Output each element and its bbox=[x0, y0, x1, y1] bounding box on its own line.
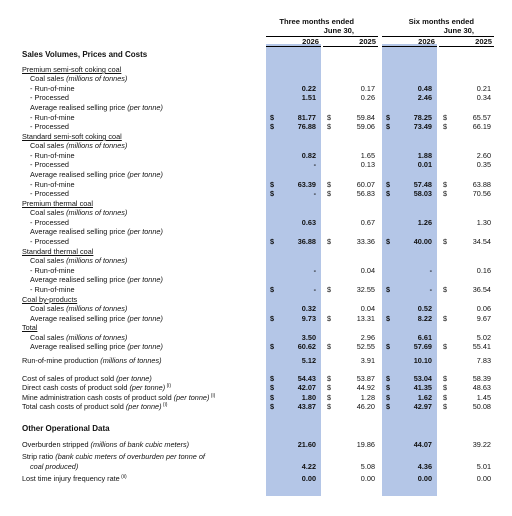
table-row-stc-asp-rom bbox=[0, 285, 512, 294]
row-label: Average realised selling price (per tonne) bbox=[30, 314, 163, 323]
cell-value: 0.16 bbox=[476, 266, 491, 275]
currency-symbol: $ bbox=[327, 285, 332, 294]
currency-symbol: $ bbox=[327, 342, 332, 351]
cell-value: 3.91 bbox=[360, 356, 375, 365]
cell-value: 0.48 bbox=[417, 84, 432, 93]
cell-value: 78.25 bbox=[413, 113, 432, 122]
row-label: Standard thermal coal bbox=[22, 247, 94, 256]
currency-symbol: $ bbox=[443, 314, 448, 323]
cell-value: 60.07 bbox=[356, 180, 375, 189]
row-label: Average realised selling price (per tonne) bbox=[30, 275, 163, 284]
cell-value: 19.86 bbox=[356, 440, 375, 449]
year-rule-3 bbox=[382, 46, 437, 47]
row-label: Premium semi-soft coking coal bbox=[22, 65, 122, 74]
currency-symbol: $ bbox=[270, 180, 275, 189]
cell-value: 58.03 bbox=[413, 189, 432, 198]
row-label: Coal sales (millions of tonnes) bbox=[30, 141, 128, 150]
cell-value: 1.80 bbox=[301, 393, 316, 402]
row-label: - Processed bbox=[30, 122, 69, 131]
cell-value: 34.54 bbox=[472, 237, 491, 246]
cell-value: 39.22 bbox=[472, 440, 491, 449]
table-row-stc bbox=[0, 247, 512, 256]
row-label: - Processed bbox=[30, 218, 69, 227]
row-label: - Run-of-mine bbox=[30, 151, 75, 160]
cell-value: 66.19 bbox=[472, 122, 491, 131]
cell-value: - bbox=[429, 266, 432, 275]
row-label: - Run-of-mine bbox=[30, 180, 75, 189]
table-row-ptc-asp-proc bbox=[0, 237, 512, 246]
cell-value: 0.21 bbox=[476, 84, 491, 93]
row-label: Mine administration cash costs of product sold (per tonne) $^{(i)}$ bbox=[22, 393, 216, 402]
row-label: - Run-of-mine bbox=[30, 266, 75, 275]
header-three-months: Three months ended June 30, bbox=[279, 17, 354, 35]
cell-value: 13.31 bbox=[356, 314, 375, 323]
table-row-cbp-cs bbox=[0, 304, 512, 313]
cell-value: 2.96 bbox=[360, 333, 375, 342]
cell-value: 42.07 bbox=[297, 383, 316, 392]
table-row-pssc-cs bbox=[0, 74, 512, 83]
currency-symbol: $ bbox=[443, 285, 448, 294]
row-label: Run-of-mine production (millions of tonnes) bbox=[22, 356, 162, 365]
row-label: - Processed bbox=[30, 237, 69, 246]
currency-symbol: $ bbox=[443, 402, 448, 411]
cell-value: 5.12 bbox=[301, 356, 316, 365]
cell-value: 42.97 bbox=[413, 402, 432, 411]
cell-value: 44.92 bbox=[356, 383, 375, 392]
currency-symbol: $ bbox=[386, 314, 391, 323]
cell-value: 1.45 bbox=[476, 393, 491, 402]
cell-value: 9.73 bbox=[301, 314, 316, 323]
currency-symbol: $ bbox=[386, 374, 391, 383]
row-label: - Processed bbox=[30, 189, 69, 198]
currency-symbol: $ bbox=[327, 237, 332, 246]
cell-value: 1.30 bbox=[476, 218, 491, 227]
cell-value: 0.32 bbox=[301, 304, 316, 313]
cell-value: 40.00 bbox=[413, 237, 432, 246]
cell-value: 5.01 bbox=[476, 462, 491, 471]
currency-symbol: $ bbox=[327, 180, 332, 189]
cell-value: 1.65 bbox=[360, 151, 375, 160]
currency-symbol: $ bbox=[386, 122, 391, 131]
cell-value: - bbox=[313, 266, 316, 275]
table-row-ptc-asp bbox=[0, 227, 512, 236]
cell-value: 0.00 bbox=[476, 474, 491, 483]
currency-symbol: $ bbox=[386, 393, 391, 402]
currency-symbol: $ bbox=[443, 342, 448, 351]
cell-value: 0.01 bbox=[417, 160, 432, 169]
currency-symbol: $ bbox=[327, 393, 332, 402]
currency-symbol: $ bbox=[270, 122, 275, 131]
currency-symbol: $ bbox=[386, 383, 391, 392]
cell-value: 33.36 bbox=[356, 237, 375, 246]
table-row-tot bbox=[0, 323, 512, 332]
table-row-sssc bbox=[0, 132, 512, 141]
cell-value: 8.22 bbox=[417, 314, 432, 323]
table-row-pssc-rom bbox=[0, 84, 512, 93]
cell-value: 76.88 bbox=[297, 122, 316, 131]
year-q-2026: 2026 bbox=[302, 37, 319, 46]
table-row-cos bbox=[0, 374, 512, 383]
currency-symbol: $ bbox=[327, 122, 332, 131]
row-label: Average realised selling price (per tonne) bbox=[30, 227, 163, 236]
cell-value: 36.88 bbox=[297, 237, 316, 246]
table-row-strip1 bbox=[0, 452, 512, 461]
cell-value: 0.82 bbox=[301, 151, 316, 160]
year-rule-4 bbox=[439, 46, 494, 47]
table-row-sssc-cs bbox=[0, 141, 512, 150]
table-row-dcc bbox=[0, 383, 512, 392]
table-row-sssc-proc bbox=[0, 160, 512, 169]
cell-value: 53.87 bbox=[356, 374, 375, 383]
table-row-pssc-proc bbox=[0, 93, 512, 102]
table-row-tcc bbox=[0, 402, 512, 411]
currency-symbol: $ bbox=[386, 237, 391, 246]
currency-symbol: $ bbox=[443, 374, 448, 383]
row-label: - Processed bbox=[30, 160, 69, 169]
cell-value: 1.51 bbox=[301, 93, 316, 102]
cell-value: 81.77 bbox=[297, 113, 316, 122]
cell-value: 0.00 bbox=[301, 474, 316, 483]
cell-value: 5.08 bbox=[360, 462, 375, 471]
row-label: - Run-of-mine bbox=[30, 84, 75, 93]
cell-value: 4.36 bbox=[417, 462, 432, 471]
table-row-cbp-asp bbox=[0, 314, 512, 323]
cell-value: 0.67 bbox=[360, 218, 375, 227]
currency-symbol: $ bbox=[327, 189, 332, 198]
cell-value: 52.55 bbox=[356, 342, 375, 351]
row-label: - Run-of-mine bbox=[30, 285, 75, 294]
row-label: Average realised selling price (per tonne) bbox=[30, 170, 163, 179]
currency-symbol: $ bbox=[443, 393, 448, 402]
cell-value: 1.28 bbox=[360, 393, 375, 402]
row-label: Premium thermal coal bbox=[22, 199, 93, 208]
table-row-pssc-asp-proc bbox=[0, 122, 512, 131]
cell-value: 3.50 bbox=[301, 333, 316, 342]
currency-symbol: $ bbox=[327, 374, 332, 383]
cell-value: 0.17 bbox=[360, 84, 375, 93]
cell-value: 1.88 bbox=[417, 151, 432, 160]
cell-value: 56.83 bbox=[356, 189, 375, 198]
table-row-ptc bbox=[0, 199, 512, 208]
row-label: Coal by-products bbox=[22, 295, 78, 304]
year-ytd-2025: 2025 bbox=[475, 37, 492, 46]
currency-symbol: $ bbox=[270, 314, 275, 323]
cell-value: 4.22 bbox=[301, 462, 316, 471]
cell-value: 0.04 bbox=[360, 266, 375, 275]
table-row-cbp bbox=[0, 295, 512, 304]
table-row-romp bbox=[0, 356, 512, 365]
table-row-pssc-asp bbox=[0, 103, 512, 112]
row-label: - Processed bbox=[30, 93, 69, 102]
row-label: Coal sales (millions of tonnes) bbox=[30, 333, 128, 342]
currency-symbol: $ bbox=[386, 285, 391, 294]
table-row-sssc-asp-rom bbox=[0, 180, 512, 189]
row-label: Lost time injury frequency rate $^{(ii)}$ bbox=[22, 474, 127, 483]
cell-value: - bbox=[313, 285, 316, 294]
cell-value: 59.06 bbox=[356, 122, 375, 131]
table-row-ptc-cs bbox=[0, 208, 512, 217]
table-row-stc-rom bbox=[0, 266, 512, 275]
cell-value: 5.02 bbox=[476, 333, 491, 342]
table-row-ltifr bbox=[0, 474, 512, 483]
currency-symbol: $ bbox=[443, 122, 448, 131]
cell-value: 57.48 bbox=[413, 180, 432, 189]
cell-value: 50.08 bbox=[472, 402, 491, 411]
cell-value: 46.20 bbox=[356, 402, 375, 411]
currency-symbol: $ bbox=[443, 180, 448, 189]
cell-value: 0.35 bbox=[476, 160, 491, 169]
currency-symbol: $ bbox=[327, 402, 332, 411]
table-row-pssc bbox=[0, 65, 512, 74]
cell-value: 55.41 bbox=[472, 342, 491, 351]
cell-value: 0.00 bbox=[360, 474, 375, 483]
cell-value: 57.69 bbox=[413, 342, 432, 351]
table-row-tot-cs bbox=[0, 333, 512, 342]
cell-value: 54.43 bbox=[297, 374, 316, 383]
currency-symbol: $ bbox=[443, 237, 448, 246]
cell-value: 0.63 bbox=[301, 218, 316, 227]
cell-value: 10.10 bbox=[413, 356, 432, 365]
cell-value: 2.46 bbox=[417, 93, 432, 102]
table-row-stc-asp bbox=[0, 275, 512, 284]
currency-symbol: $ bbox=[270, 237, 275, 246]
row-label: Strip ratio (bank cubic meters of overburden per tonne of bbox=[22, 452, 205, 461]
currency-symbol: $ bbox=[327, 383, 332, 392]
table-row-strip2 bbox=[0, 462, 512, 471]
cell-value: 7.83 bbox=[476, 356, 491, 365]
currency-symbol: $ bbox=[270, 285, 275, 294]
year-ytd-2026: 2026 bbox=[418, 37, 435, 46]
cell-value: 43.87 bbox=[297, 402, 316, 411]
cell-value: 0.26 bbox=[360, 93, 375, 102]
cell-value: 58.39 bbox=[472, 374, 491, 383]
table-row-mac bbox=[0, 393, 512, 402]
row-label: Direct cash costs of product sold (per tonne) $^{(i)}$ bbox=[22, 383, 172, 392]
cell-value: 0.13 bbox=[360, 160, 375, 169]
currency-symbol: $ bbox=[386, 180, 391, 189]
row-label: Overburden stripped (millions of bank cubic meters) bbox=[22, 440, 190, 449]
cell-value: - bbox=[313, 189, 316, 198]
row-label: Total bbox=[22, 323, 38, 332]
header-six-months: Six months ended June 30, bbox=[408, 17, 474, 35]
cell-value: - bbox=[429, 285, 432, 294]
cell-value: 1.62 bbox=[417, 393, 432, 402]
cell-value: 0.52 bbox=[417, 304, 432, 313]
row-label: Standard semi-soft coking coal bbox=[22, 132, 122, 141]
year-rule-2 bbox=[323, 46, 378, 47]
currency-symbol: $ bbox=[443, 383, 448, 392]
row-label: coal produced) bbox=[30, 462, 79, 471]
cell-value: 63.88 bbox=[472, 180, 491, 189]
currency-symbol: $ bbox=[270, 374, 275, 383]
currency-symbol: $ bbox=[386, 342, 391, 351]
currency-symbol: $ bbox=[270, 383, 275, 392]
cell-value: 60.62 bbox=[297, 342, 316, 351]
cell-value: 53.04 bbox=[413, 374, 432, 383]
cell-value: 36.54 bbox=[472, 285, 491, 294]
cell-value: 1.26 bbox=[417, 218, 432, 227]
cell-value: 0.22 bbox=[301, 84, 316, 93]
cell-value: 0.00 bbox=[417, 474, 432, 483]
year-rule-1 bbox=[266, 46, 321, 47]
table-row-sssc-rom bbox=[0, 151, 512, 160]
row-label: Average realised selling price (per tonne) bbox=[30, 103, 163, 112]
currency-symbol: $ bbox=[270, 113, 275, 122]
table-row-ptc-proc bbox=[0, 218, 512, 227]
cell-value: 21.60 bbox=[297, 440, 316, 449]
cell-value: 0.06 bbox=[476, 304, 491, 313]
section-sales-volumes: Sales Volumes, Prices and Costs bbox=[22, 50, 148, 59]
cell-value: 0.04 bbox=[360, 304, 375, 313]
currency-symbol: $ bbox=[386, 189, 391, 198]
table-row-pssc-asp-rom bbox=[0, 113, 512, 122]
currency-symbol: $ bbox=[327, 113, 332, 122]
currency-symbol: $ bbox=[270, 189, 275, 198]
row-label: Cost of sales of product sold (per tonne) bbox=[22, 374, 152, 383]
currency-symbol: $ bbox=[270, 402, 275, 411]
table-row-sssc-asp-proc bbox=[0, 189, 512, 198]
table-row-ovb bbox=[0, 440, 512, 449]
row-label: Coal sales (millions of tonnes) bbox=[30, 304, 128, 313]
cell-value: 73.49 bbox=[413, 122, 432, 131]
row-label: Coal sales (millions of tonnes) bbox=[30, 256, 128, 265]
table-row-sssc-asp bbox=[0, 170, 512, 179]
currency-symbol: $ bbox=[270, 342, 275, 351]
cell-value: 63.39 bbox=[297, 180, 316, 189]
section-other-operational: Other Operational Data bbox=[22, 424, 110, 433]
cell-value: 44.07 bbox=[413, 440, 432, 449]
table-row-tot-asp bbox=[0, 342, 512, 351]
cell-value: 59.84 bbox=[356, 113, 375, 122]
cell-value: 70.56 bbox=[472, 189, 491, 198]
cell-value: 32.55 bbox=[356, 285, 375, 294]
row-label: Average realised selling price (per tonne) bbox=[30, 342, 163, 351]
currency-symbol: $ bbox=[443, 189, 448, 198]
cell-value: 2.60 bbox=[476, 151, 491, 160]
year-q-2025: 2025 bbox=[359, 37, 376, 46]
cell-value: - bbox=[313, 160, 316, 169]
row-label: - Run-of-mine bbox=[30, 113, 75, 122]
currency-symbol: $ bbox=[386, 113, 391, 122]
currency-symbol: $ bbox=[443, 113, 448, 122]
cell-value: 9.67 bbox=[476, 314, 491, 323]
table-row-stc-cs bbox=[0, 256, 512, 265]
cell-value: 48.63 bbox=[472, 383, 491, 392]
cell-value: 65.57 bbox=[472, 113, 491, 122]
currency-symbol: $ bbox=[270, 393, 275, 402]
currency-symbol: $ bbox=[386, 402, 391, 411]
row-label: Total cash costs of product sold (per tonne) $^{(i)}$ bbox=[22, 402, 168, 411]
cell-value: 41.35 bbox=[413, 383, 432, 392]
row-label: Coal sales (millions of tonnes) bbox=[30, 208, 128, 217]
cell-value: 6.61 bbox=[417, 333, 432, 342]
currency-symbol: $ bbox=[327, 314, 332, 323]
row-label: Coal sales (millions of tonnes) bbox=[30, 74, 128, 83]
cell-value: 0.34 bbox=[476, 93, 491, 102]
